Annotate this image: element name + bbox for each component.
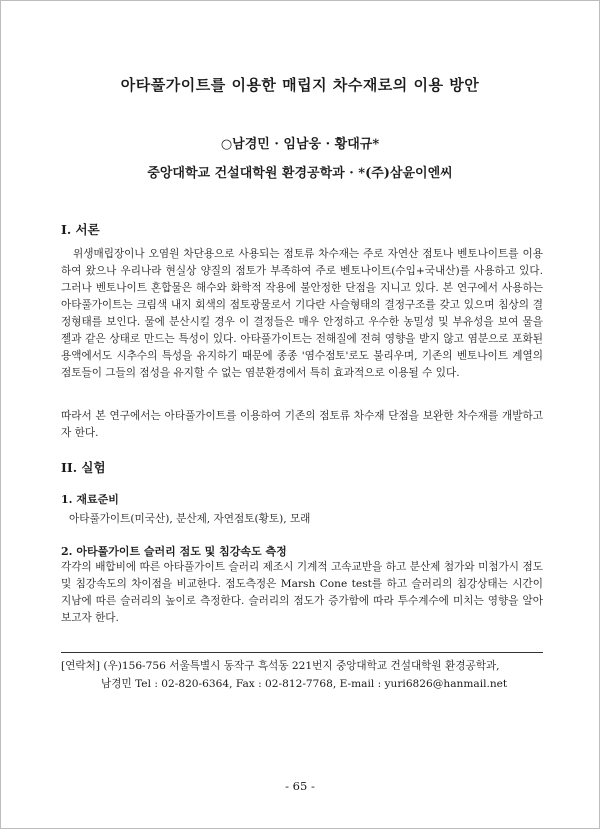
section-heading-introduction: I. 서론: [61, 222, 100, 237]
contact-info: [61, 657, 543, 693]
affiliation: 중앙대학교 건설대학원 환경공학과 · *(주)삼윤이엔씨: [147, 166, 453, 181]
contact-address: [연락처] (우)156-756 서울특별시 동작구 흑석동 221번지 중앙대학교 건설대학원 환경공학과,: [61, 660, 500, 672]
page-number: - 65 -: [285, 779, 315, 793]
materials-list: 아타풀가이트(미국산), 분산제, 자연점토(황토), 모래: [69, 513, 311, 525]
section-heading-experiment: II. 실험: [61, 460, 106, 475]
subsection-heading-materials: 1. 재료준비: [61, 493, 119, 506]
introduction-paragraph-2: 따라서 본 연구에서는 아타풀가이트를 이용하여 기존의 점토류 차수재 단점을 보완한 차수재를 개발하고자 한다.: [61, 410, 543, 439]
footer-divider: [61, 652, 543, 653]
contact-phone-email: 남경민 Tel : 02-820-6364, Fax : 02-812-7768, E-mail : yuri6826@hanmail.net: [101, 678, 508, 690]
slurry-measurement-paragraph: 각각의 배합비에 따른 아타풀가이트 슬러리 제조시 기계적 고속교반을 하고 분산제 첨가와 미첨가시 점도 및 침강속도의 차이점을 비교한다. 점도측정은 Marsh Cone test를 하고 슬러리의 침강상태는 시간이 지남에 따른 슬러리의 높이로 측정한다. 슬러리의 점도가 증가함에 따라 투수계수에 미치는 영향을 알아보고자 한다.: [61, 561, 543, 624]
author-list: ○남경민 · 임남웅 · 황대규*: [220, 137, 380, 152]
introduction-paragraph-1: 위생매립장이나 오염원 차단용으로 사용되는 점토류 차수재는 주로 자연산 점토나 벤토나이트를 이용하여 왔으나 우리나라 현실상 양질의 점토가 부족하여 주로 벤토나이트(수입+국내산)를 사용하고 있다. 그러나 벤토나이트 혼합물은 해수와 화학적 작용에 불안정한 단점을 지니고 있다. 본 연구에서 사용하는 아타풀가이트는 크림색 내지 회색의 점토광물로서 기다란 사슬형태의 결정구조를 갖고 있으며 침상의 결정형태를 보인다. 물에 분산시킬 경우 이 결정들은 매우 안정하고 우수한 농밀성 및 부유성을 보여 물을 젤과 같은 상태로 만드는 특성이 있다. 아타풀가이트는 전해질에 전혀 영향을 받지 않고 염분으로 포화된 용액에서도 시추수의 특성을 유지하기 때문에 종종 '염수점토'로도 불리우며, 기존의 벤토나이트 계열의 점토들이 그들의 점성을 유지할 수 없는 염분환경에서 특히 효과적으로 이용될 수 있다.: [61, 248, 543, 379]
subsection-heading-slurry-measurement: 2. 아타풀가이트 슬러리 점도 및 침강속도 측정: [61, 545, 287, 558]
paper-title: 아타풀가이트를 이용한 매립지 차수재로의 이용 방안: [120, 76, 480, 94]
